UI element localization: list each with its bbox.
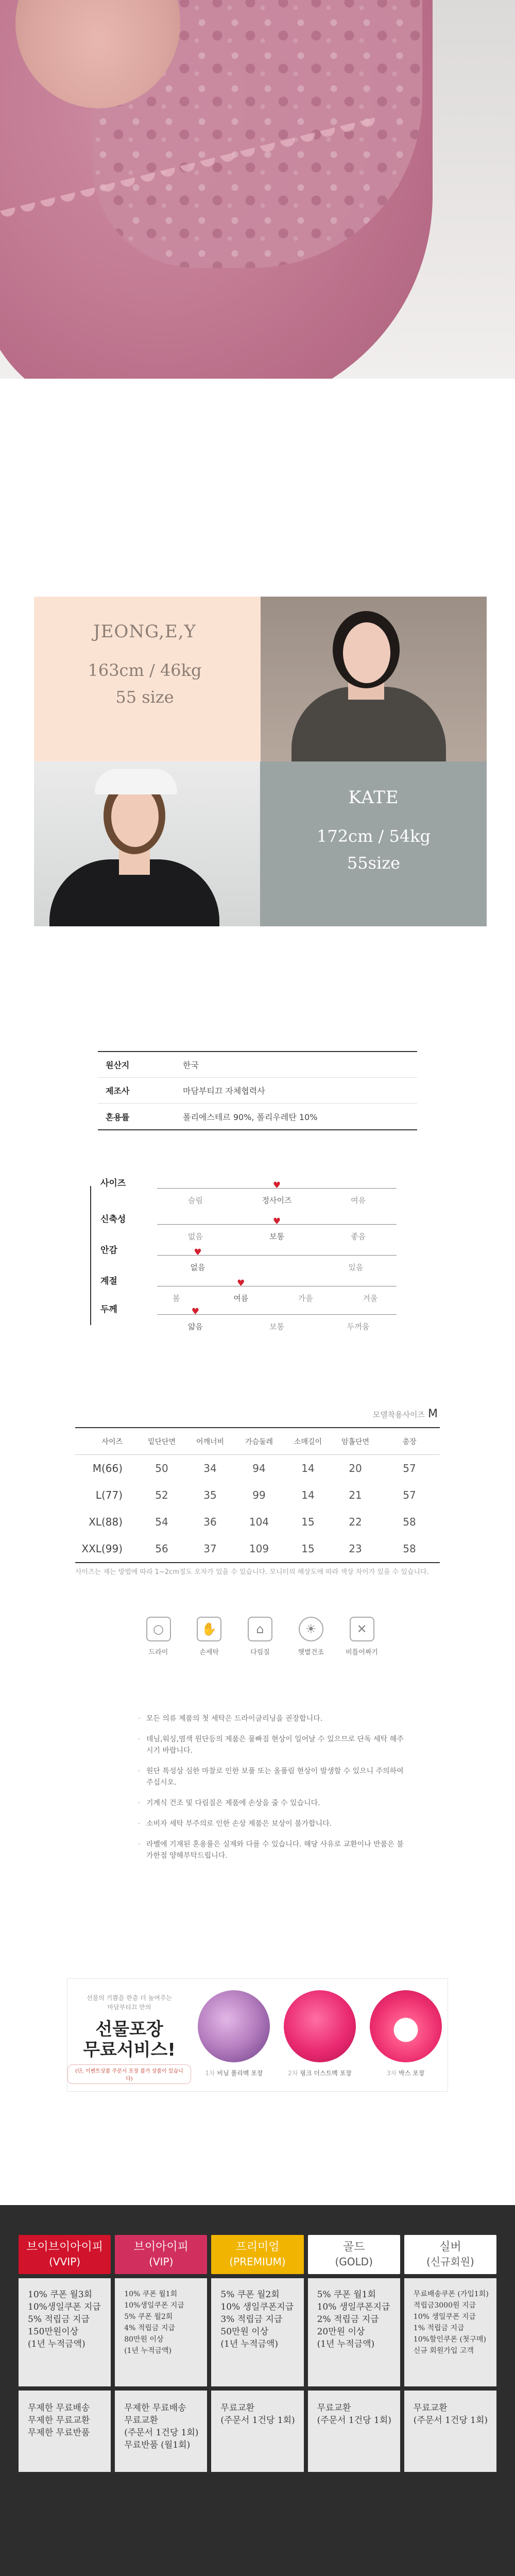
- care-icons: [139, 1617, 381, 1668]
- info-value: 폴리에스테르 90%, 폴리우레탄 10%: [183, 1112, 318, 1122]
- model-1-height-weight: 163cm / 46kg: [88, 660, 202, 680]
- box-image: [370, 1990, 442, 2062]
- heart-icon: ♥: [272, 1180, 281, 1191]
- fit-scale-track: [157, 1255, 397, 1256]
- size-cell: 22: [349, 1516, 362, 1528]
- fit-scale-title: 계절: [100, 1276, 117, 1286]
- size-cell: XXL(99): [81, 1543, 123, 1555]
- tier-benefit-line: 3% 적립금 지급: [220, 2314, 283, 2325]
- size-cell: 54: [155, 1516, 168, 1528]
- care-item: [291, 1617, 330, 1668]
- fit-scale: [100, 1243, 397, 1274]
- tier-benefit-line: 10% 생일쿠폰 지급: [413, 2313, 476, 2321]
- size-cell: 14: [301, 1462, 315, 1475]
- gift-title-line: 무료서비스!: [83, 2040, 176, 2060]
- model-1-text: [34, 621, 255, 707]
- size-cell: 15: [301, 1543, 315, 1555]
- care-label: 손세탁: [199, 1649, 219, 1656]
- size-cell: 50: [155, 1462, 168, 1475]
- gift-package-2: [281, 1990, 358, 2077]
- gift-subtitle-line: 마담부티끄 만의: [107, 2004, 151, 2011]
- tier-benefits: [404, 2278, 496, 2386]
- care-item: [342, 1617, 381, 1668]
- size-header-cell: 사이즈: [101, 1437, 123, 1446]
- care-note: · 모든 의류 제품의 첫 세탁은 드라이클리닝을 권장합니다.: [138, 1713, 406, 1724]
- care-item: [190, 1617, 229, 1668]
- size-cell: 57: [403, 1489, 416, 1501]
- tier-sub: (VIP): [149, 2256, 174, 2268]
- fit-scale-option: 가을: [298, 1294, 313, 1303]
- tier-extra-line: 무료교환: [220, 2403, 255, 2413]
- size-cell: 109: [249, 1543, 269, 1555]
- tier-benefit-line: (1년 누적금액): [28, 2339, 85, 2349]
- care-note: · 데님,워싱,염색 원단등의 제품은 물빠짐 현상이 일어날 수 있으므로 단독 세탁 해주시기 바랍니다.: [138, 1734, 406, 1756]
- iron-icon: ⌂: [248, 1617, 272, 1641]
- size-cell: 52: [155, 1489, 168, 1501]
- dry-clean-icon: ○: [146, 1617, 171, 1641]
- tier-extras: [308, 2391, 400, 2472]
- tier-sub: (VVIP): [49, 2256, 81, 2268]
- model-wear-size-value: M: [428, 1408, 438, 1420]
- model-card-1: [34, 597, 487, 761]
- fit-scale-option: 겨울: [363, 1294, 378, 1303]
- tier-benefit-line: 10% 쿠폰 월3회: [28, 2290, 93, 2300]
- fit-scale-option: 얇음: [187, 1322, 203, 1331]
- tier-extra-line: 무제한 무료배송: [124, 2403, 186, 2413]
- info-label: 원산지: [106, 1060, 130, 1070]
- care-label: 다림질: [250, 1649, 270, 1656]
- size-cell: 57: [403, 1462, 416, 1475]
- fit-scale-option: 여름: [233, 1294, 249, 1303]
- tier-header: [211, 2235, 303, 2274]
- size-cell: 15: [301, 1516, 315, 1528]
- tier-benefit-line: (1년 누적금액): [317, 2339, 375, 2349]
- membership-section: [0, 2205, 515, 2576]
- fit-scale-title: 안감: [100, 1245, 117, 1256]
- size-cell: L(77): [95, 1489, 123, 1501]
- info-row-manufacturer: [98, 1078, 417, 1104]
- size-cell: 58: [403, 1516, 416, 1528]
- fit-scale-option: 정사이즈: [262, 1196, 292, 1205]
- fit-scale-option: 슬림: [187, 1196, 203, 1205]
- size-cell: 23: [349, 1543, 362, 1555]
- care-note: · 기계식 건조 및 다림질은 제품에 손상을 줄 수 있습니다.: [138, 1798, 406, 1809]
- fit-scale: [100, 1176, 397, 1207]
- tier-extras: [115, 2391, 207, 2472]
- tier-extra-line: 무료교환: [317, 2403, 351, 2413]
- gift-title-line: 선물포장: [95, 2019, 163, 2040]
- model-card-2: [34, 761, 487, 926]
- tier-extras: [404, 2391, 496, 2472]
- model-wear-size-label: 모델착용사이즈: [372, 1410, 425, 1419]
- tier-benefit-line: 신규 회원가입 고객: [413, 2347, 474, 2355]
- tier-benefit-line: 150만원이상: [28, 2327, 79, 2337]
- tier-benefit-line: (1년 누적금액): [220, 2339, 278, 2349]
- size-note: 사이즈는 재는 방법에 따라 1~2cm정도 오차가 있을 수 있습니다. 모니터의 해상도에 따라 색상 차이가 있을 수 있습니다.: [75, 1568, 429, 1576]
- care-note: · 라벨에 기재된 혼용률은 실제와 다를 수 있습니다. 해당 사유로 교환이나 반품은 불가한점 양해부탁드립니다.: [138, 1839, 406, 1861]
- tier-vip: [115, 2235, 207, 2472]
- tier-extra-line: (주문서 1건당 1회): [124, 2428, 199, 2438]
- info-value: 마담부티끄 자체협력사: [183, 1086, 265, 1096]
- tier-benefit-line: 5% 쿠폰 월2회: [220, 2290, 280, 2300]
- gift-subtitle-line: 선물의 기쁨을 한층 더 높여주는: [87, 1994, 172, 2002]
- fit-scales: [82, 1176, 412, 1331]
- gift-title: [67, 2019, 191, 2060]
- tier-header: [404, 2235, 496, 2274]
- tier-benefits: [308, 2278, 400, 2386]
- size-cell: 35: [203, 1489, 217, 1501]
- heart-icon: ♥: [194, 1247, 202, 1258]
- tier-header: [19, 2235, 111, 2274]
- tier-extra-line: (주문서 1건당 1회): [413, 2415, 488, 2426]
- model-1-photo: [261, 597, 487, 761]
- tier-header: [308, 2235, 400, 2274]
- size-cell: 94: [252, 1462, 266, 1475]
- tier-benefit-line: 2% 적립금 지급: [317, 2314, 379, 2325]
- info-label: 혼용률: [106, 1112, 130, 1122]
- fit-scale-option: 없음: [190, 1263, 205, 1272]
- tier-extra-line: 무료교환: [124, 2415, 158, 2426]
- gift-package-3: [367, 1990, 444, 2077]
- tier-benefit-line: 10%생일쿠폰 지급: [28, 2302, 101, 2312]
- model-1-name: JEONG,E,Y: [93, 621, 196, 642]
- tier-sub: (GOLD): [335, 2256, 373, 2268]
- gift-package-caption: 2차 핑크 더스트백 포장: [288, 2070, 352, 2077]
- tier-benefit-line: 4% 적립금 지급: [124, 2324, 175, 2332]
- tier-benefit-line: 5% 쿠폰 월1회: [317, 2290, 376, 2300]
- size-cell: 104: [249, 1516, 269, 1528]
- fit-scale: [100, 1274, 397, 1304]
- fit-scale-option: 여유: [351, 1196, 366, 1205]
- tier-extra-line: 무료교환: [413, 2403, 448, 2413]
- gift-subtitle: [67, 1993, 191, 2012]
- care-item: [241, 1617, 280, 1668]
- size-cell: 21: [349, 1489, 362, 1501]
- shade-dry-icon: ☀: [299, 1617, 323, 1641]
- tier-benefit-line: 80만원 이상: [124, 2335, 164, 2344]
- membership-tiers: [19, 2235, 496, 2472]
- table-row: [75, 1482, 440, 1509]
- dustbag-image: [284, 1990, 356, 2062]
- model-2-photo: [34, 761, 260, 926]
- care-note: · 원단 특성상 심한 마찰로 인한 보풀 또는 올풀림 현상이 발생할 수 있으니 주의하여 주십시오.: [138, 1766, 406, 1788]
- table-row: [75, 1509, 440, 1535]
- tier-benefit-line: 10%생일쿠폰 지급: [124, 2301, 184, 2310]
- gift-package-caption: 3차 박스 포장: [386, 2070, 425, 2077]
- heart-icon: ♥: [191, 1307, 200, 1317]
- fit-scale-option: 없음: [187, 1232, 203, 1241]
- tier-name: 브이브이아이피: [26, 2241, 103, 2253]
- care-label: 햇볕건조: [298, 1649, 324, 1656]
- tier-sub: (신규회원): [426, 2256, 474, 2268]
- size-cell: 34: [203, 1462, 217, 1475]
- model-2-name: KATE: [348, 787, 399, 808]
- gift-note: (단, 이벤트상품 주문시 포장 불가 상품이 있습니다): [67, 2064, 191, 2084]
- fit-scale-option: 있음: [348, 1263, 364, 1272]
- size-cell: 37: [203, 1543, 217, 1555]
- model-1-size: 55 size: [115, 687, 174, 707]
- size-table-header: [75, 1428, 440, 1455]
- care-item: [139, 1617, 178, 1668]
- model-2-text: [261, 787, 487, 873]
- no-bleach-icon: ✕: [350, 1617, 374, 1641]
- gift-package-1: [195, 1990, 272, 2077]
- tier-benefit-line: 무료배송쿠폰 (가입1회): [413, 2290, 489, 2298]
- info-value: 한국: [183, 1060, 199, 1070]
- care-label: 비틀어짜기: [346, 1649, 378, 1656]
- tier-extra-line: 무료반품 (월1회): [124, 2440, 191, 2450]
- tier-benefit-line: 50만원 이상: [220, 2327, 269, 2337]
- heart-icon: ♥: [237, 1278, 245, 1289]
- tier-extra-line: (주문서 1건당 1회): [220, 2415, 295, 2426]
- size-header-cell: 암홀단면: [341, 1437, 370, 1446]
- info-row-material: [98, 1104, 417, 1129]
- size-cell: 99: [252, 1489, 266, 1501]
- fit-scale: [100, 1212, 397, 1243]
- tier-extras: [211, 2391, 303, 2472]
- fit-scale: [100, 1302, 397, 1333]
- care-note: · 소비자 세탁 부주의로 인한 손상 제품은 보상이 불가합니다.: [138, 1818, 406, 1829]
- product-info-table: [98, 1051, 417, 1130]
- info-row-origin: [98, 1052, 417, 1078]
- tier-name: 브이아이피: [133, 2241, 188, 2253]
- table-row: [75, 1455, 440, 1482]
- tier-premium: [211, 2235, 303, 2472]
- tier-benefit-line: 1% 적립금 지급: [413, 2324, 465, 2332]
- tier-benefit-line: 5% 적립금 지급: [28, 2314, 90, 2325]
- size-header-cell: 어깨너비: [196, 1437, 225, 1446]
- tier-benefit-line: 적립금3000원 지급: [413, 2301, 476, 2310]
- tier-vvip: [19, 2235, 111, 2472]
- size-cell: M(66): [92, 1462, 123, 1475]
- tier-benefit-line: 10% 쿠폰 월1회: [124, 2290, 178, 2298]
- tier-sub: (PREMIUM): [229, 2256, 286, 2268]
- size-cell: 58: [403, 1543, 416, 1555]
- tier-benefits: [211, 2278, 303, 2386]
- size-table: [75, 1427, 440, 1563]
- model-2-height-weight: 172cm / 54kg: [316, 826, 431, 846]
- tier-extra-line: 무제한 무료배송: [28, 2403, 90, 2413]
- care-notes: [138, 1713, 406, 1871]
- fit-scale-option: 두꺼움: [347, 1322, 370, 1331]
- info-label: 제조사: [106, 1086, 130, 1096]
- tier-silver: [404, 2235, 496, 2472]
- heart-icon: ♥: [272, 1216, 281, 1227]
- tier-benefit-line: 20만원 이상: [317, 2327, 365, 2337]
- polybag-image: [198, 1990, 270, 2062]
- size-header-cell: 밑단단면: [147, 1437, 176, 1446]
- tier-benefit-line: 10%할인쿠폰 (첫구매): [413, 2335, 486, 2344]
- tier-header: [115, 2235, 207, 2274]
- size-cell: XL(88): [89, 1516, 123, 1528]
- size-header-cell: 소매길이: [294, 1437, 322, 1446]
- fit-scale-title: 신축성: [100, 1214, 126, 1225]
- gift-package-list: [191, 1990, 449, 2077]
- tier-name: 프리미엄: [235, 2241, 280, 2253]
- tier-extra-line: 무제한 무료교환: [28, 2415, 90, 2426]
- tier-benefits: [19, 2278, 111, 2386]
- model-info-section: [34, 597, 487, 926]
- tier-benefit-line: 10% 생일쿠폰지급: [317, 2302, 390, 2312]
- table-row: [75, 1535, 440, 1562]
- size-cell: 56: [155, 1543, 168, 1555]
- tier-benefits: [115, 2278, 207, 2386]
- fit-scale-option: 보통: [269, 1322, 284, 1331]
- tier-benefit-line: (1년 누적금액): [124, 2347, 172, 2355]
- model-wear-size: [373, 1408, 438, 1420]
- hero-product-photo: [0, 0, 515, 379]
- scale-divider: [90, 1186, 91, 1325]
- size-cell: 14: [301, 1489, 315, 1501]
- gift-package-caption: 1차 비닐 폴리백 포장: [205, 2070, 263, 2077]
- care-label: 드라이: [148, 1649, 168, 1656]
- hand-wash-icon: ✋: [197, 1617, 221, 1641]
- model-2-size: 55size: [347, 853, 401, 873]
- tier-extra-line: 무제한 무료반품: [28, 2428, 90, 2438]
- tier-name: 골드: [342, 2241, 365, 2253]
- fit-scale-option: 봄: [172, 1294, 180, 1303]
- gift-banner-text: [67, 1979, 191, 2092]
- tier-name: 실버: [439, 2241, 461, 2253]
- size-header-cell: 가슴둘레: [245, 1437, 273, 1446]
- tier-benefit-line: 10% 생일쿠폰지급: [220, 2302, 294, 2312]
- gift-wrap-banner: [67, 1978, 448, 2092]
- tier-benefit-line: 5% 쿠폰 월2회: [124, 2313, 173, 2321]
- tier-extra-line: (주문서 1건당 1회): [317, 2415, 391, 2426]
- fit-scale-option: 보통: [269, 1232, 284, 1241]
- tier-extras: [19, 2391, 111, 2472]
- tier-gold: [308, 2235, 400, 2472]
- fit-scale-title: 사이즈: [100, 1178, 126, 1189]
- fit-scale-option: 좋음: [351, 1232, 366, 1241]
- fit-scale-title: 두께: [100, 1304, 117, 1315]
- size-header-cell: 총장: [402, 1437, 417, 1446]
- size-cell: 36: [203, 1516, 217, 1528]
- size-cell: 20: [349, 1462, 362, 1475]
